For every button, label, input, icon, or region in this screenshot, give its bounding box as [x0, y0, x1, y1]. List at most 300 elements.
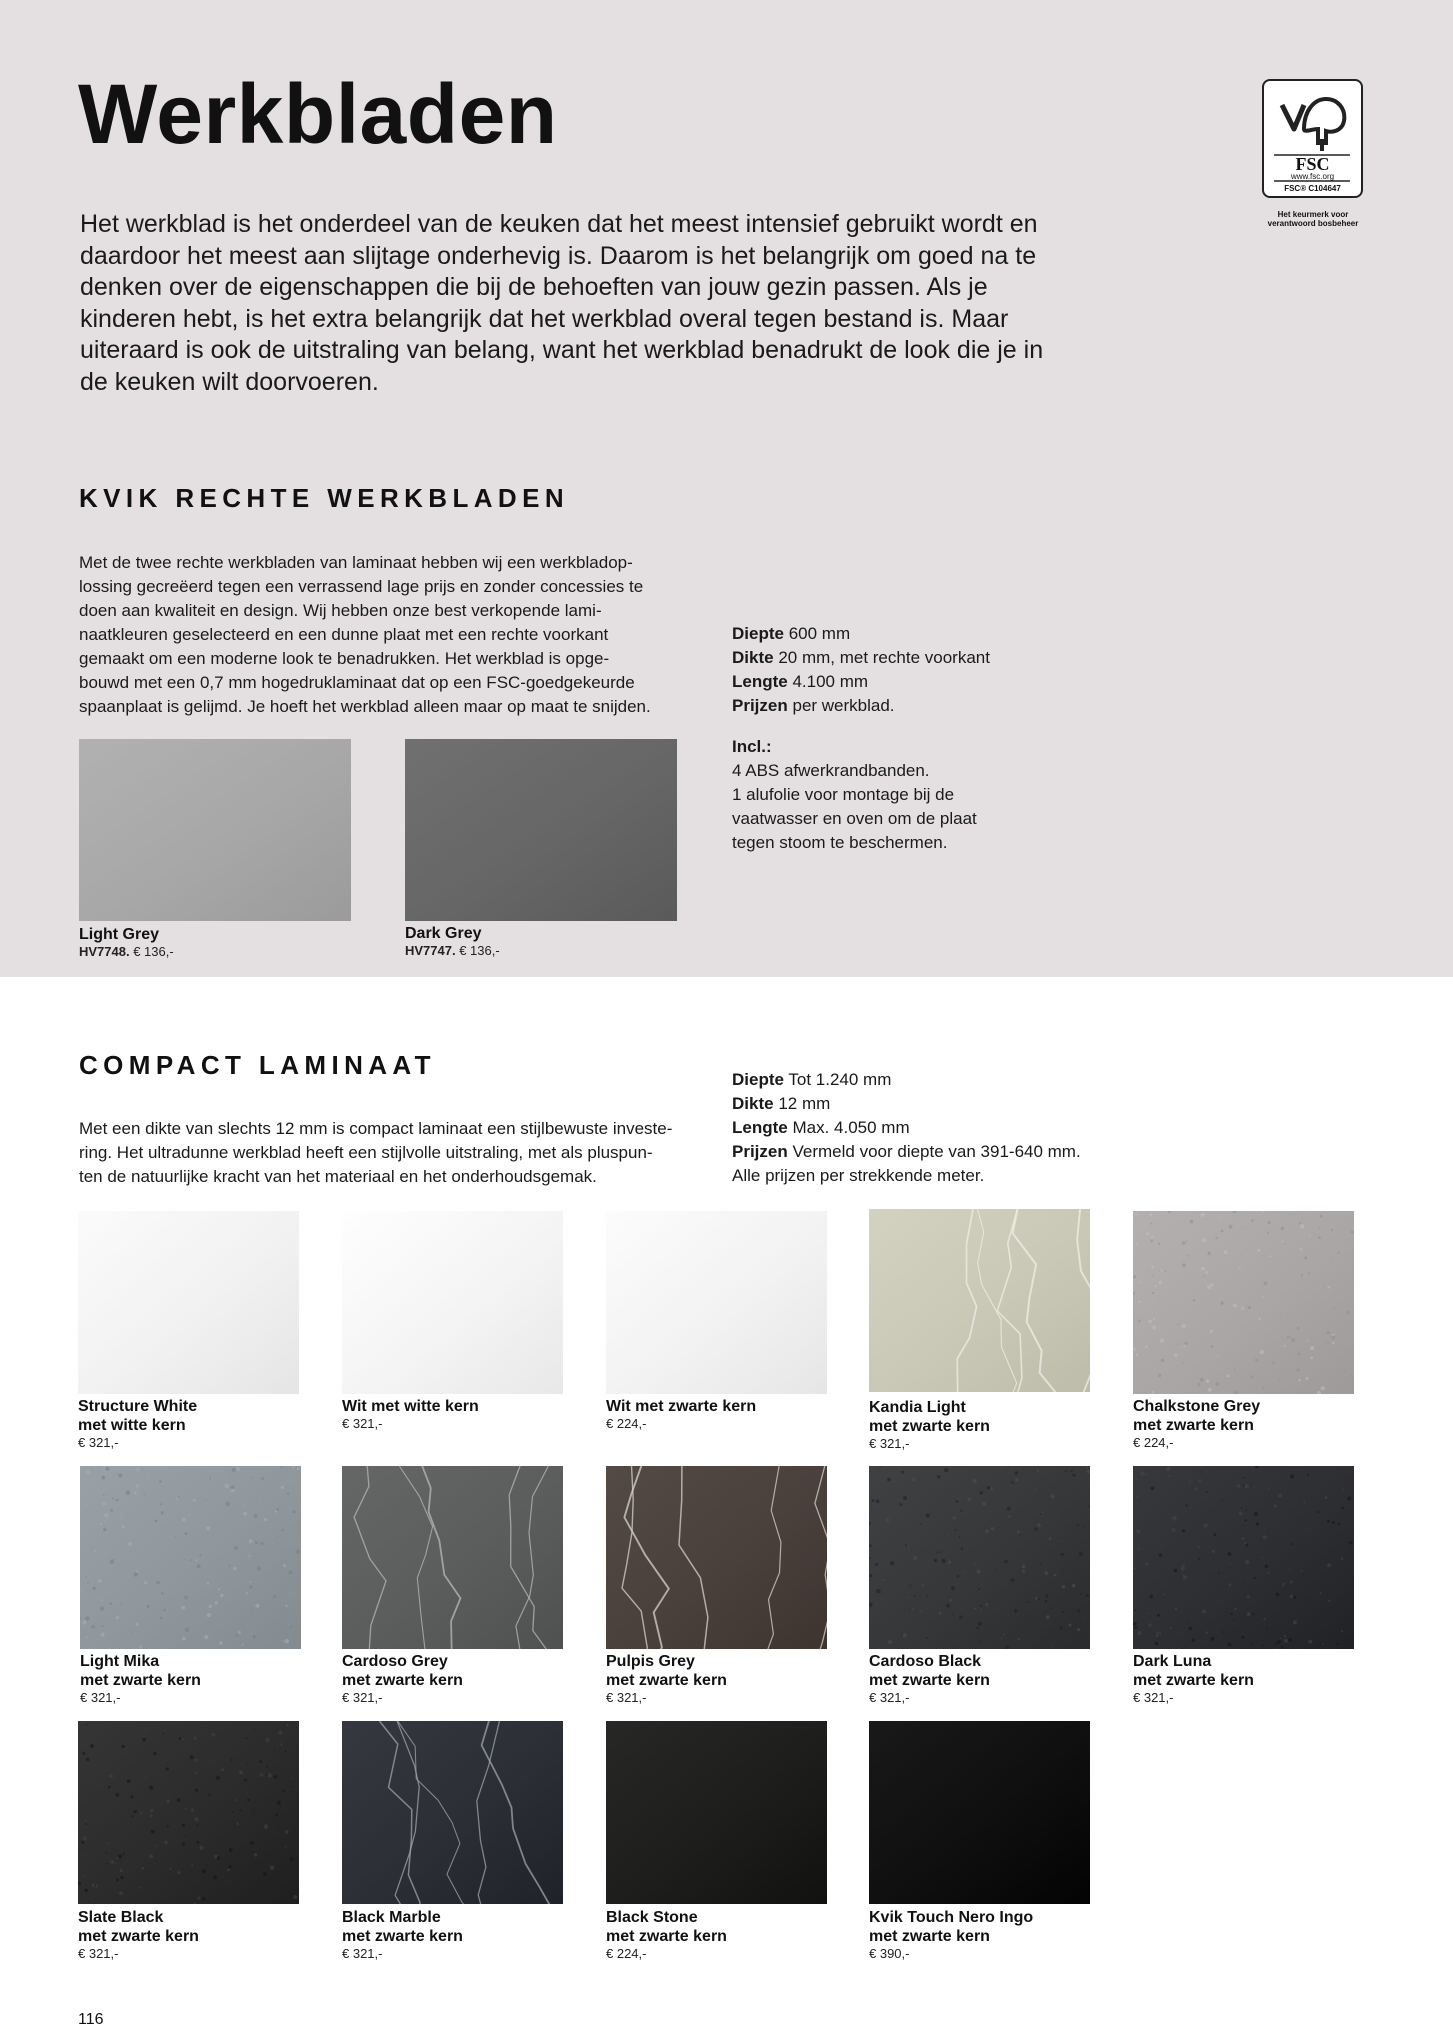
swatch-speckle	[948, 1535, 949, 1536]
swatch-speckle	[261, 1477, 264, 1480]
swatch-speckle	[1062, 1611, 1064, 1613]
swatch-speckle	[239, 1770, 243, 1774]
swatch-speckle	[1159, 1632, 1161, 1634]
swatch-speckle	[1328, 1600, 1330, 1602]
spec-label: Prijzen	[732, 1142, 788, 1161]
product-name: Cardoso Black met zwarte kern	[869, 1653, 990, 1689]
incl-list: 4 ABS afwerkrandbanden. 1 alufolie voor montage bij de vaatwasser en oven om de plaat tegen stoom te beschermen.	[732, 761, 977, 852]
swatch-speckle	[1015, 1478, 1018, 1481]
swatch-speckle	[1245, 1560, 1249, 1564]
swatch-speckle	[86, 1724, 87, 1725]
kvik-spec-row	[732, 694, 1052, 718]
swatch-speckle	[913, 1556, 917, 1560]
swatch-speckle	[1136, 1496, 1138, 1498]
swatch-speckle	[273, 1595, 276, 1598]
swatch-speckle	[234, 1546, 238, 1550]
swatch-speckle	[198, 1897, 201, 1900]
swatch-speckle	[195, 1789, 198, 1792]
swatch-speckle	[257, 1567, 261, 1571]
swatch-speckle	[82, 1620, 86, 1624]
swatch-speckle	[1275, 1642, 1277, 1644]
swatch-speckle	[1270, 1255, 1272, 1257]
swatch-speckle	[272, 1543, 273, 1544]
swatch-speckle	[973, 1479, 977, 1483]
swatch-speckle	[1138, 1301, 1141, 1304]
swatch-speckle	[195, 1759, 198, 1762]
spec-value: 12 mm	[778, 1094, 831, 1113]
swatch-speckle	[260, 1773, 264, 1777]
swatch-speckle	[1321, 1386, 1325, 1390]
swatch-speckle	[270, 1866, 274, 1870]
kvik-spec-row	[732, 622, 1052, 646]
swatch-speckle	[1341, 1507, 1344, 1510]
swatch-speckle	[875, 1563, 878, 1566]
swatch-speckle	[205, 1499, 206, 1500]
swatch-speckle	[1252, 1613, 1255, 1616]
swatch-speckle	[1277, 1640, 1281, 1644]
swatch-speckle	[1134, 1567, 1136, 1569]
swatch-speckle	[1326, 1331, 1329, 1334]
swatch-speckle	[1198, 1558, 1200, 1560]
swatch-speckle	[85, 1819, 87, 1821]
product-price: € 321,-	[78, 1435, 119, 1450]
swatch-speckle	[266, 1517, 267, 1518]
swatch-speckle	[169, 1868, 171, 1870]
swatch-speckle	[185, 1835, 187, 1837]
product-caption	[1133, 1652, 1254, 1706]
swatch-speckle	[1262, 1387, 1264, 1389]
swatch-speckle	[1008, 1515, 1011, 1518]
swatch-image	[606, 1211, 827, 1394]
swatch-speckle	[1022, 1565, 1026, 1569]
swatch-speckle	[1027, 1601, 1029, 1603]
swatch-speckle	[1182, 1564, 1185, 1567]
swatch-speckle	[116, 1499, 119, 1502]
swatch-speckle	[887, 1478, 891, 1482]
swatch-speckle	[225, 1502, 229, 1506]
swatch-speckle	[1171, 1528, 1175, 1532]
swatch-speckle	[218, 1588, 220, 1590]
swatch-speckle	[84, 1889, 88, 1893]
swatch-speckle	[1331, 1335, 1335, 1339]
swatch-speckle	[191, 1808, 194, 1811]
swatch-speckle	[1051, 1494, 1055, 1498]
swatch-speckle	[1138, 1548, 1140, 1550]
swatch-speckle	[1020, 1534, 1022, 1536]
swatch-speckle	[1216, 1382, 1220, 1386]
swatch-black-marble	[342, 1721, 563, 1904]
swatch-speckle	[978, 1588, 980, 1590]
swatch-speckle	[1061, 1540, 1063, 1542]
swatch-speckle	[104, 1513, 108, 1517]
swatch-speckle	[1229, 1563, 1231, 1565]
swatch-speckle	[285, 1605, 287, 1607]
product-price-line	[79, 944, 174, 960]
swatch-speckle	[287, 1493, 289, 1495]
swatch-speckle	[1077, 1609, 1080, 1612]
swatch-speckle	[217, 1856, 221, 1860]
swatch-speckle	[978, 1622, 982, 1626]
swatch-speckle	[1208, 1388, 1212, 1392]
swatch-speckle	[1145, 1345, 1148, 1348]
swatch-speckle	[240, 1809, 242, 1811]
swatch-speckle	[1274, 1505, 1277, 1508]
swatch-speckle	[246, 1791, 247, 1792]
swatch-speckle	[1181, 1567, 1185, 1571]
swatch-speckle	[1086, 1594, 1089, 1597]
swatch-speckle	[1044, 1571, 1048, 1575]
swatch-speckle	[212, 1733, 216, 1737]
swatch-speckle	[1189, 1627, 1193, 1631]
swatch-speckle	[1192, 1276, 1193, 1277]
swatch-speckle	[1214, 1533, 1217, 1536]
swatch-speckle	[249, 1585, 253, 1589]
kvik-description: Met de twee rechte werkbladen van laminaat hebben wij een werkbladop- lossing gecreëerd tegen een verrassend lage prijs en zonder concessies te doen aan kwaliteit en design. Wij hebben onze best verkopende lami- naatkleuren geselecteerd en een dunne plaat met een rechte voorkant gemaakt om een moderne look te benadrukken. Het werkblad is opge- bouwd met een 0,7 mm hogedruklaminaat dat op een FSC-goedgekeurde spaanplaat is gelijmd. Je hoeft het werkblad alleen maar op maat te snijden.	[79, 553, 651, 716]
swatch-speckle	[985, 1529, 989, 1533]
swatch-speckle	[110, 1860, 114, 1864]
spec-value: Vermeld voor diepte van 391-640 mm.	[792, 1142, 1081, 1161]
swatch-speckle	[275, 1813, 278, 1816]
swatch-speckle	[1037, 1470, 1039, 1472]
swatch-speckle	[110, 1602, 112, 1604]
swatch-speckle	[1045, 1600, 1048, 1603]
swatch-speckle	[1262, 1296, 1264, 1298]
swatch-speckle	[1152, 1275, 1153, 1276]
swatch-speckle	[1204, 1276, 1206, 1278]
swatch-speckle	[903, 1496, 907, 1500]
swatch-speckle	[177, 1871, 180, 1874]
swatch-speckle	[182, 1843, 185, 1846]
swatch-speckle	[1206, 1491, 1208, 1493]
swatch-speckle	[249, 1539, 253, 1543]
swatch-speckle	[1145, 1473, 1148, 1476]
swatch-speckle	[1151, 1236, 1153, 1238]
swatch-speckle	[1341, 1630, 1343, 1632]
swatch-speckle	[264, 1518, 267, 1521]
swatch-speckle	[1308, 1272, 1310, 1274]
swatch-speckle	[297, 1468, 300, 1471]
swatch-speckle	[1300, 1224, 1304, 1228]
swatch-speckle	[924, 1483, 925, 1484]
swatch-speckle	[991, 1527, 995, 1531]
swatch-speckle	[1351, 1231, 1354, 1234]
swatch-cardoso-grey	[342, 1466, 563, 1649]
swatch-speckle	[1186, 1623, 1187, 1624]
swatch-speckle	[1155, 1642, 1159, 1646]
swatch-speckle	[1247, 1612, 1251, 1616]
product-price: € 321,-	[342, 1690, 383, 1705]
product-code: HV7748.	[79, 944, 130, 959]
swatch-speckle	[1301, 1570, 1303, 1572]
swatch-speckle	[250, 1841, 254, 1845]
swatch-speckle	[161, 1592, 164, 1595]
swatch-speckle	[193, 1736, 197, 1740]
swatch-speckle	[921, 1548, 922, 1549]
compact-description: Met een dikte van slechts 12 mm is compact laminaat een stijlbewuste investe- ring. Het ultradunne werkblad heeft een stijlvolle uitstraling, met als pluspun- ten de natuurlijke kracht van het materiaal en het onderhoudsgemak.	[79, 1119, 673, 1186]
swatch-speckle	[136, 1570, 138, 1572]
swatch-speckle	[1080, 1620, 1082, 1622]
swatch-speckle	[244, 1779, 247, 1782]
swatch-speckle	[150, 1815, 153, 1818]
product-caption	[869, 1908, 1033, 1962]
product-name: Cardoso Grey met zwarte kern	[342, 1653, 463, 1689]
swatch-speckle	[1349, 1541, 1353, 1545]
swatch-speckle	[85, 1616, 89, 1620]
swatch-speckle	[1185, 1504, 1187, 1506]
swatch-speckle	[1204, 1523, 1208, 1527]
swatch-speckle	[900, 1503, 903, 1506]
swatch-speckle	[1327, 1342, 1328, 1343]
page-number: 116	[78, 2011, 104, 2028]
swatch-speckle	[116, 1879, 119, 1882]
swatch-speckle	[260, 1501, 261, 1502]
swatch-speckle	[219, 1641, 222, 1644]
swatch-speckle	[920, 1610, 922, 1612]
product-price: € 136,-	[459, 943, 500, 958]
swatch-speckle	[252, 1477, 253, 1478]
swatch-speckle	[191, 1864, 193, 1866]
swatch-speckle	[1183, 1362, 1185, 1364]
swatch-speckle	[1320, 1215, 1323, 1218]
swatch-speckle	[936, 1551, 938, 1553]
swatch-image	[342, 1721, 563, 1904]
swatch-speckle	[86, 1470, 90, 1474]
swatch-speckle	[1309, 1235, 1311, 1237]
swatch-speckle	[268, 1773, 272, 1777]
swatch-speckle	[869, 1557, 871, 1559]
swatch-speckle	[166, 1799, 170, 1803]
swatch-speckle	[136, 1484, 139, 1487]
swatch-speckle	[1338, 1252, 1340, 1254]
swatch-speckle	[976, 1570, 980, 1574]
swatch-speckle	[292, 1510, 295, 1513]
swatch-speckle	[208, 1794, 210, 1796]
swatch-speckle	[134, 1810, 137, 1813]
swatch-kandia-light	[869, 1209, 1090, 1392]
swatch-speckle	[104, 1520, 105, 1521]
swatch-speckle	[1202, 1238, 1206, 1242]
swatch-speckle	[1150, 1223, 1152, 1225]
swatch-surface	[869, 1466, 1090, 1649]
swatch-speckle	[1258, 1318, 1260, 1320]
swatch-speckle	[1248, 1306, 1251, 1309]
swatch-speckle	[177, 1798, 181, 1802]
swatch-speckle	[888, 1640, 892, 1644]
swatch-speckle	[1272, 1362, 1275, 1365]
swatch-speckle	[901, 1634, 902, 1635]
swatch-speckle	[1190, 1220, 1194, 1224]
swatch-speckle	[1320, 1592, 1322, 1594]
swatch-speckle	[149, 1854, 153, 1858]
spec-value: Tot 1.240 mm	[788, 1070, 892, 1089]
swatch-speckle	[1233, 1304, 1237, 1308]
swatch-speckle	[1202, 1610, 1206, 1614]
swatch-speckle	[1310, 1346, 1314, 1350]
swatch-speckle	[195, 1772, 197, 1774]
swatch-speckle	[1036, 1518, 1037, 1519]
swatch-speckle	[869, 1574, 872, 1577]
swatch-speckle	[193, 1499, 196, 1502]
product-caption	[342, 1908, 463, 1962]
swatch-speckle	[194, 1817, 198, 1821]
product-caption	[606, 1908, 727, 1962]
swatch-speckle	[235, 1799, 237, 1801]
swatch-speckle	[285, 1639, 289, 1643]
swatch-speckle	[1290, 1569, 1291, 1570]
swatch-speckle	[1234, 1369, 1236, 1371]
swatch-speckle	[236, 1634, 239, 1637]
swatch-speckle	[1034, 1489, 1036, 1491]
swatch-speckle	[106, 1467, 110, 1471]
compact-specs	[732, 1068, 1132, 1188]
swatch-speckle	[1307, 1340, 1309, 1342]
swatch-speckle	[122, 1517, 124, 1519]
swatch-speckle	[213, 1875, 217, 1879]
compact-section-title: COMPACT LAMINAAT	[79, 1050, 436, 1080]
swatch-speckle	[1160, 1269, 1163, 1272]
swatch-speckle	[167, 1825, 169, 1827]
swatch-speckle	[951, 1586, 955, 1590]
swatch-speckle	[939, 1612, 942, 1615]
swatch-speckle	[293, 1895, 297, 1899]
swatch-speckle	[288, 1570, 292, 1574]
swatch-speckle	[1291, 1338, 1295, 1342]
swatch-speckle	[216, 1776, 220, 1780]
swatch-speckle	[234, 1863, 235, 1864]
swatch-surface	[342, 1211, 563, 1394]
swatch-speckle	[1310, 1356, 1313, 1359]
swatch-speckle	[937, 1475, 940, 1478]
swatch-speckle	[206, 1526, 210, 1530]
swatch-speckle	[1346, 1311, 1349, 1314]
swatch-speckle	[1291, 1543, 1293, 1545]
swatch-speckle	[1037, 1523, 1040, 1526]
swatch-image	[606, 1466, 827, 1649]
swatch-speckle	[176, 1497, 179, 1500]
swatch-speckle	[1201, 1267, 1205, 1271]
swatch-speckle	[204, 1635, 208, 1639]
swatch-speckle	[980, 1640, 982, 1642]
swatch-speckle	[1239, 1267, 1241, 1269]
swatch-speckle	[107, 1842, 109, 1844]
swatch-speckle	[1347, 1497, 1351, 1501]
product-name: Wit met witte kern	[342, 1398, 479, 1415]
compact-spec-row	[732, 1116, 1132, 1140]
swatch-speckle	[197, 1841, 200, 1844]
swatch-surface	[342, 1721, 563, 1904]
swatch-speckle	[155, 1845, 157, 1847]
swatch-speckle	[278, 1828, 279, 1829]
swatch-speckle	[1247, 1595, 1250, 1598]
swatch-speckle	[98, 1579, 102, 1583]
swatch-speckle	[1207, 1252, 1211, 1256]
swatch-speckle	[1221, 1301, 1224, 1304]
swatch-speckle	[184, 1596, 188, 1600]
swatch-speckle	[122, 1745, 125, 1748]
swatch-speckle	[280, 1743, 282, 1745]
swatch-speckle	[1282, 1241, 1284, 1243]
swatch-speckle	[1243, 1485, 1244, 1486]
swatch-speckle	[1242, 1537, 1245, 1540]
swatch-speckle	[1177, 1324, 1179, 1326]
swatch-speckle	[88, 1901, 89, 1902]
swatch-speckle	[1146, 1232, 1149, 1235]
swatch-speckle	[1228, 1552, 1232, 1556]
swatch-speckle	[1077, 1628, 1080, 1631]
swatch-speckle	[1159, 1554, 1162, 1557]
swatch-speckle	[1184, 1342, 1187, 1345]
product-name: Structure White met witte kern	[78, 1398, 198, 1434]
swatch-speckle	[120, 1604, 121, 1605]
swatch-speckle	[118, 1474, 122, 1478]
swatch-speckle	[1229, 1225, 1233, 1229]
swatch-speckle	[185, 1532, 188, 1535]
swatch-speckle	[145, 1777, 147, 1779]
swatch-speckle	[160, 1617, 163, 1620]
swatch-speckle	[934, 1559, 938, 1563]
swatch-speckle	[266, 1738, 270, 1742]
swatch-speckle	[1148, 1320, 1152, 1324]
swatch-speckle	[285, 1830, 289, 1834]
swatch-speckle	[236, 1822, 239, 1825]
swatch-speckle	[1245, 1484, 1249, 1488]
swatch-speckle	[1138, 1631, 1142, 1635]
swatch-speckle	[1241, 1227, 1242, 1228]
swatch-speckle	[147, 1605, 150, 1608]
swatch-speckle	[100, 1607, 104, 1611]
product-price: € 136,-	[133, 944, 174, 959]
swatch-speckle	[160, 1503, 162, 1505]
swatch-surface	[1133, 1211, 1354, 1394]
swatch-speckle	[1288, 1638, 1292, 1642]
fsc-url: www.fsc.org	[1290, 172, 1335, 181]
spec-label: Diepte	[732, 1070, 784, 1089]
swatch-image	[78, 1721, 299, 1904]
product-name: Slate Black met zwarte kern	[78, 1909, 199, 1945]
swatch-speckle	[1227, 1374, 1230, 1377]
swatch-image	[869, 1209, 1090, 1392]
swatch-speckle	[1153, 1301, 1154, 1302]
swatch-image	[342, 1211, 563, 1394]
swatch-speckle	[1287, 1336, 1291, 1340]
spec-label: Dikte	[732, 1094, 774, 1113]
swatch-speckle	[995, 1569, 996, 1570]
swatch-speckle	[1170, 1627, 1172, 1629]
swatch-speckle	[253, 1730, 254, 1731]
swatch-speckle	[1296, 1368, 1299, 1371]
swatch-speckle	[163, 1733, 165, 1735]
swatch-speckle	[1211, 1345, 1214, 1348]
swatch-speckle	[1324, 1496, 1327, 1499]
swatch-speckle	[901, 1471, 904, 1474]
swatch-image	[869, 1466, 1090, 1649]
swatch-speckle	[112, 1498, 114, 1500]
swatch-speckle	[232, 1811, 234, 1813]
swatch-speckle	[1221, 1500, 1223, 1502]
swatch-speckle	[115, 1863, 117, 1865]
swatch-speckle	[1293, 1620, 1297, 1624]
swatch-speckle	[124, 1749, 126, 1751]
compact-spec-row	[732, 1068, 1132, 1092]
swatch-speckle	[231, 1759, 233, 1761]
swatch-speckle	[281, 1529, 284, 1532]
swatch-speckle	[253, 1514, 257, 1518]
swatch-speckle	[1157, 1614, 1160, 1617]
swatch-speckle	[85, 1577, 87, 1579]
swatch-speckle	[277, 1801, 281, 1805]
swatch-speckle	[81, 1589, 83, 1591]
swatch-speckle	[229, 1848, 233, 1852]
